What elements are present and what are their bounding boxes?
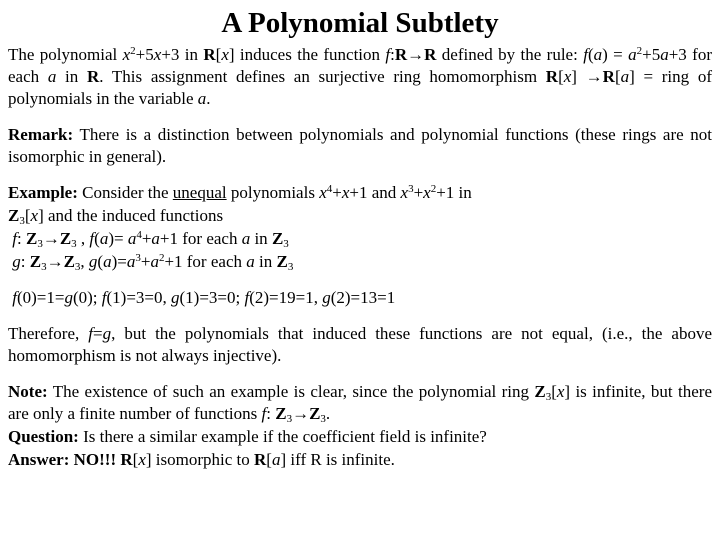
var-a: a — [127, 229, 137, 248]
arrow-icon: → — [42, 229, 60, 248]
intro-text: ( — [587, 45, 594, 64]
exponent: 2 — [636, 45, 643, 57]
note-paragraph — [8, 381, 712, 425]
values-text: (1)=3=0; — [179, 288, 245, 307]
example-text: +1 and — [349, 183, 401, 202]
subscript: 3 — [287, 261, 294, 273]
func-f: f — [88, 324, 93, 343]
var-x: x — [122, 45, 131, 64]
values-text: (2)=19=1, — [249, 288, 323, 307]
note-text: : — [266, 404, 276, 423]
values-text: (0)=1= — [16, 288, 65, 307]
intro-text: : — [390, 45, 395, 64]
ring-R: R — [254, 450, 267, 469]
ring-Z: Z — [276, 252, 288, 271]
var-x: x — [153, 45, 162, 64]
note-text: ] is infinite, but there are only a finite number of functions — [8, 382, 712, 423]
answer-text: [ — [266, 450, 272, 469]
arrow-icon: → — [407, 45, 425, 64]
example-text: in — [250, 229, 272, 248]
therefore-text: = — [93, 324, 103, 343]
exponent: 4 — [326, 183, 333, 195]
example-text: +1 for each — [164, 252, 247, 271]
intro-text: +5 — [135, 45, 154, 64]
exponent: 3 — [408, 183, 414, 195]
func-g: g — [322, 288, 331, 307]
answer-text: [ — [132, 450, 139, 469]
ring-Z: Z — [29, 252, 42, 271]
example-text: + — [140, 252, 151, 271]
ring-R: R — [602, 67, 615, 86]
intro-text: in — [56, 67, 87, 86]
var-a: a — [151, 229, 160, 248]
func-g: g — [64, 288, 73, 307]
func-g: g — [102, 324, 112, 343]
subscript: 3 — [74, 261, 81, 273]
var-a: a — [103, 252, 112, 271]
example-text: in — [254, 252, 277, 271]
example-text: , — [76, 229, 90, 248]
answer-line — [8, 449, 712, 471]
subscript: 3 — [19, 215, 25, 227]
var-a: a — [47, 67, 57, 86]
note-text: The existence of such an example is clear, since the polynomial ring — [47, 382, 535, 401]
func-g: g — [171, 288, 180, 307]
ring-Z: Z — [8, 206, 20, 225]
ring-Z: Z — [59, 229, 72, 248]
var-a: a — [126, 252, 136, 271]
var-x: x — [221, 45, 229, 64]
ring-Z: Z — [271, 229, 284, 248]
intro-paragraph — [8, 44, 712, 110]
exponent: 4 — [136, 229, 142, 241]
ring-R: R — [86, 67, 100, 86]
subscript: 3 — [320, 413, 326, 425]
intro-text: +5 — [642, 45, 661, 64]
example-text: + — [332, 183, 342, 202]
var-x: x — [319, 183, 327, 202]
func-f: f — [12, 288, 17, 307]
example-text: +1 for each — [159, 229, 242, 248]
values-text: (1)=3=0, — [106, 288, 172, 307]
func-f: f — [101, 288, 107, 307]
func-f: f — [12, 229, 17, 248]
var-a: a — [197, 89, 207, 108]
answer-text: ] iff R is infinite. — [280, 450, 395, 469]
question-text: Is there a similar example if the coefficient field is infinite? — [78, 427, 487, 446]
example-text: polynomials — [226, 183, 320, 202]
var-a: a — [660, 45, 669, 64]
intro-text: The polynomial — [8, 45, 123, 64]
values-line — [8, 287, 712, 309]
subscript: 3 — [283, 238, 289, 250]
remark-paragraph — [8, 124, 712, 168]
var-a: a — [593, 45, 603, 64]
ring-R: R — [394, 45, 408, 64]
question-label: Question: — [8, 427, 79, 446]
example-line-1 — [8, 182, 712, 204]
arrow-icon: → — [292, 404, 310, 423]
func-f: f — [385, 45, 391, 64]
exponent: 3 — [135, 252, 141, 264]
intro-text: defined by the rule: — [436, 45, 584, 64]
var-x: x — [400, 183, 409, 202]
example-text: + — [141, 229, 152, 248]
var-a: a — [150, 252, 159, 271]
example-text: ] and the induced functions — [38, 206, 224, 225]
therefore-text: Therefore, — [8, 324, 89, 343]
var-x: x — [138, 450, 146, 469]
var-x: x — [556, 382, 565, 401]
var-x: x — [341, 183, 350, 202]
intro-text: +3 in — [161, 45, 204, 64]
var-a: a — [620, 67, 630, 86]
intro-text: ) = — [602, 45, 629, 64]
func-g: g — [12, 252, 21, 271]
example-text: ( — [94, 229, 100, 248]
therefore-paragraph — [8, 323, 712, 367]
remark-text: There is a distinction between polynomials and polynomial functions (these rings are not isomorphic in general). — [8, 125, 712, 166]
intro-text: ] induces the function — [228, 45, 386, 64]
values-text: (2)=13=1 — [330, 288, 396, 307]
ring-Z: Z — [25, 229, 38, 248]
intro-text: . — [206, 89, 211, 108]
example-text: : — [20, 252, 30, 271]
example-text: ( — [97, 252, 104, 271]
var-a: a — [246, 252, 255, 271]
example-line-2 — [8, 205, 712, 227]
ring-Z: Z — [309, 404, 321, 423]
example-function-g — [8, 251, 712, 273]
var-a: a — [241, 229, 251, 248]
func-f: f — [261, 404, 267, 423]
ring-R: R — [120, 450, 133, 469]
ring-R: R — [545, 67, 559, 86]
exponent: 2 — [158, 252, 165, 264]
unequal-word: unequal — [172, 183, 227, 202]
intro-text: +3 for each — [8, 45, 712, 86]
example-text: +1 in — [436, 183, 472, 202]
ring-R: R — [203, 45, 216, 64]
subscript: 3 — [286, 413, 293, 425]
example-text: )= — [108, 229, 128, 248]
var-a: a — [99, 229, 109, 248]
ring-Z: Z — [275, 404, 287, 423]
therefore-text: , but the polynomials that induced these functions are not equal, (i.e., the above homomorphism is not always injective). — [8, 324, 712, 365]
arrow-icon: → — [46, 252, 64, 271]
var-x: x — [30, 206, 39, 225]
intro-text: [ — [558, 67, 564, 86]
example-label: Example: — [8, 183, 78, 202]
func-f: f — [583, 45, 588, 64]
question-line — [8, 426, 712, 448]
intro-text: ] = ring of polynomials in the variable — [8, 67, 713, 108]
var-x: x — [563, 67, 572, 86]
func-f: f — [244, 288, 250, 307]
intro-text: ] — [571, 67, 586, 86]
subscript: 3 — [37, 238, 43, 250]
ring-R: R — [424, 45, 437, 64]
intro-text: [ — [614, 67, 621, 86]
example-text: )= — [111, 252, 127, 271]
ring-Z: Z — [534, 382, 546, 401]
answer-label: Answer: NO!!! — [8, 450, 117, 469]
func-f: f — [89, 229, 95, 248]
note-label: Note: — [8, 382, 48, 401]
var-a: a — [628, 45, 637, 64]
subscript: 3 — [41, 261, 47, 273]
example-text: , — [80, 252, 89, 271]
example-function-f — [8, 228, 712, 250]
subscript: 3 — [71, 238, 77, 250]
arrow-icon: → — [585, 67, 603, 86]
subscript: 3 — [545, 391, 552, 403]
var-x: x — [423, 183, 431, 202]
example-text: Consider the — [77, 183, 173, 202]
example-text: [ — [24, 206, 31, 225]
slide-title: A Polynomial Subtlety — [221, 7, 499, 39]
exponent: 2 — [430, 183, 437, 195]
var-a: a — [271, 450, 281, 469]
remark-label: Remark: — [8, 125, 74, 144]
answer-text: ] isomorphic to — [145, 450, 254, 469]
note-text: [ — [551, 382, 557, 401]
intro-text: . This assignment defines an surjective ring homomorphism — [99, 67, 546, 86]
exponent: 2 — [130, 45, 136, 57]
example-text: : — [16, 229, 26, 248]
note-text: . — [325, 404, 331, 423]
intro-text: [ — [215, 45, 222, 64]
values-text: (0); — [72, 288, 102, 307]
func-g: g — [88, 252, 98, 271]
example-text: + — [413, 183, 424, 202]
ring-Z: Z — [63, 252, 75, 271]
